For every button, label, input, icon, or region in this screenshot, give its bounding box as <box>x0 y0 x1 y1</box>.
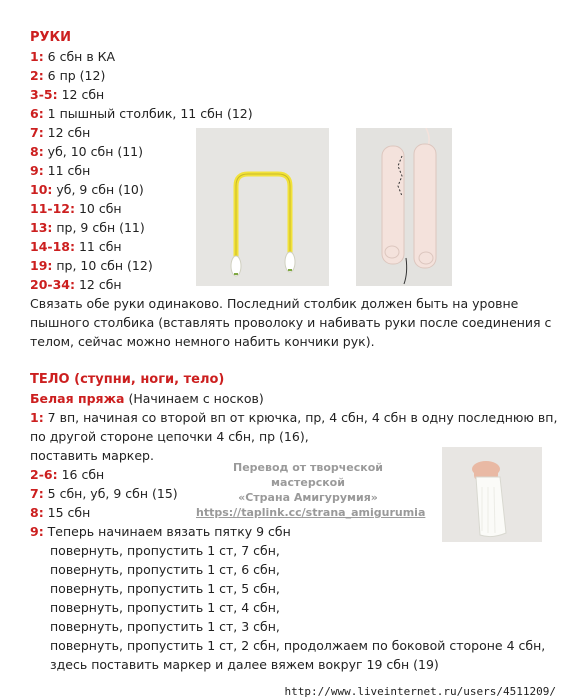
row-number: 6: <box>30 106 44 121</box>
body-row <box>30 522 291 541</box>
row-text: 6 сбн в КА <box>43 49 116 64</box>
arms-note-line: пышного столбика (вставлять проволоку и набивать руки после соединения с <box>30 315 552 330</box>
arms-row <box>30 142 143 161</box>
arms-note-line: Связать обе руки одинаково. Последний столбик должен быть на уровне <box>30 296 519 311</box>
row-text: 15 сбн <box>43 505 91 520</box>
row-number: 9: <box>30 163 44 178</box>
row-text: 6 пр (12) <box>43 68 106 83</box>
row-text: пр, 10 сбн (12) <box>52 258 153 273</box>
row-text: 12 сбн <box>57 87 105 102</box>
heel-instruction-line: здесь поставить маркер и далее вяжем вокруг 19 сбн (19) <box>50 657 439 672</box>
row-number: 8: <box>30 144 44 159</box>
row-text: уб, 9 сбн (10) <box>52 182 144 197</box>
arms-row <box>30 85 104 104</box>
wire-armature-photo <box>196 128 329 286</box>
arms-row <box>30 256 153 275</box>
arms-row <box>30 123 90 142</box>
watermark-line1: Перевод от творческой мастерской <box>232 461 384 489</box>
arms-row <box>30 104 253 123</box>
heel-instruction-line: повернуть, пропустить 1 ст, 3 сбн, <box>50 619 280 634</box>
row-number: 3-5: <box>30 87 58 102</box>
row-text: уб, 10 сбн (11) <box>43 144 143 159</box>
arms-row <box>30 199 122 218</box>
row-number: 14-18: <box>30 239 75 254</box>
row-text: 12 сбн <box>43 125 91 140</box>
arms-note-line: телом, сейчас можно немного набить кончики рук). <box>30 334 375 349</box>
arms-title: РУКИ <box>30 30 72 45</box>
arms-row <box>30 218 145 237</box>
arms-row <box>30 237 122 256</box>
row-number: 7: <box>30 125 44 140</box>
arms-row <box>30 66 105 85</box>
heel-instruction-line: повернуть, пропустить 1 ст, 2 сбн, продолжаем по боковой стороне 4 сбн, <box>50 638 546 653</box>
watermark-link[interactable]: https://taplink.cc/strana_amigurumia <box>196 506 426 519</box>
row-text: 12 сбн <box>74 277 122 292</box>
row-number: 10: <box>30 182 53 197</box>
body-row-1 <box>30 408 557 427</box>
row-number: 2: <box>30 68 44 83</box>
row-number: 1: <box>30 410 44 425</box>
row-number: 1: <box>30 49 44 64</box>
body-row <box>30 503 90 522</box>
arms-row <box>30 161 90 180</box>
yarn-label: Белая пряжа <box>30 391 125 406</box>
row-text: 10 сбн <box>74 201 122 216</box>
row-number: 20-34: <box>30 277 75 292</box>
heel-instruction-line: повернуть, пропустить 1 ст, 6 сбн, <box>50 562 280 577</box>
yarn-line <box>30 389 264 408</box>
row-number: 8: <box>30 505 44 520</box>
row-text: Теперь начинаем вязать пятку 9 сбн <box>43 524 291 539</box>
row-text: пр, 9 сбн (11) <box>52 220 145 235</box>
arms-row <box>30 275 122 294</box>
row-number: 2-6: <box>30 467 58 482</box>
watermark-line2: «Страна Амигурумия» <box>238 491 378 504</box>
heel-instruction-line: повернуть, пропустить 1 ст, 4 сбн, <box>50 600 280 615</box>
row-text: 11 сбн <box>43 163 91 178</box>
arms-row <box>30 47 115 66</box>
body-row <box>30 465 104 484</box>
body-row-1-cont: по другой стороне цепочки 4 сбн, пр (16), <box>30 429 309 444</box>
heel-instruction-line: повернуть, пропустить 1 ст, 5 сбн, <box>50 581 280 596</box>
knitted-arms-photo <box>356 128 452 286</box>
row-text: 11 сбн <box>74 239 122 254</box>
body-row <box>30 484 178 503</box>
row-text: 7 вп, начиная со второй вп от крючка, пр, 4 сбн, 4 сбн в одну последнюю вп, <box>43 410 558 425</box>
row-text: 1 пышный столбик, 11 сбн (12) <box>43 106 253 121</box>
row-number: 7: <box>30 486 44 501</box>
footer-url[interactable]: http://www.liveinternet.ru/users/4511209/ <box>284 685 556 698</box>
row-number: 13: <box>30 220 53 235</box>
arms-row <box>30 180 144 199</box>
heel-instruction-line: повернуть, пропустить 1 ст, 7 сбн, <box>50 543 280 558</box>
row-number: 19: <box>30 258 53 273</box>
row-text: 16 сбн <box>57 467 105 482</box>
yarn-note: (Начинаем с носков) <box>124 391 264 406</box>
row-number: 9: <box>30 524 44 539</box>
body-row-1-cont: поставить маркер. <box>30 448 154 463</box>
watermark <box>196 460 426 520</box>
heel-sock-photo <box>442 447 542 542</box>
body-title: ТЕЛО (ступни, ноги, тело) <box>30 372 225 387</box>
row-number: 11-12: <box>30 201 75 216</box>
row-text: 5 сбн, уб, 9 сбн (15) <box>43 486 178 501</box>
